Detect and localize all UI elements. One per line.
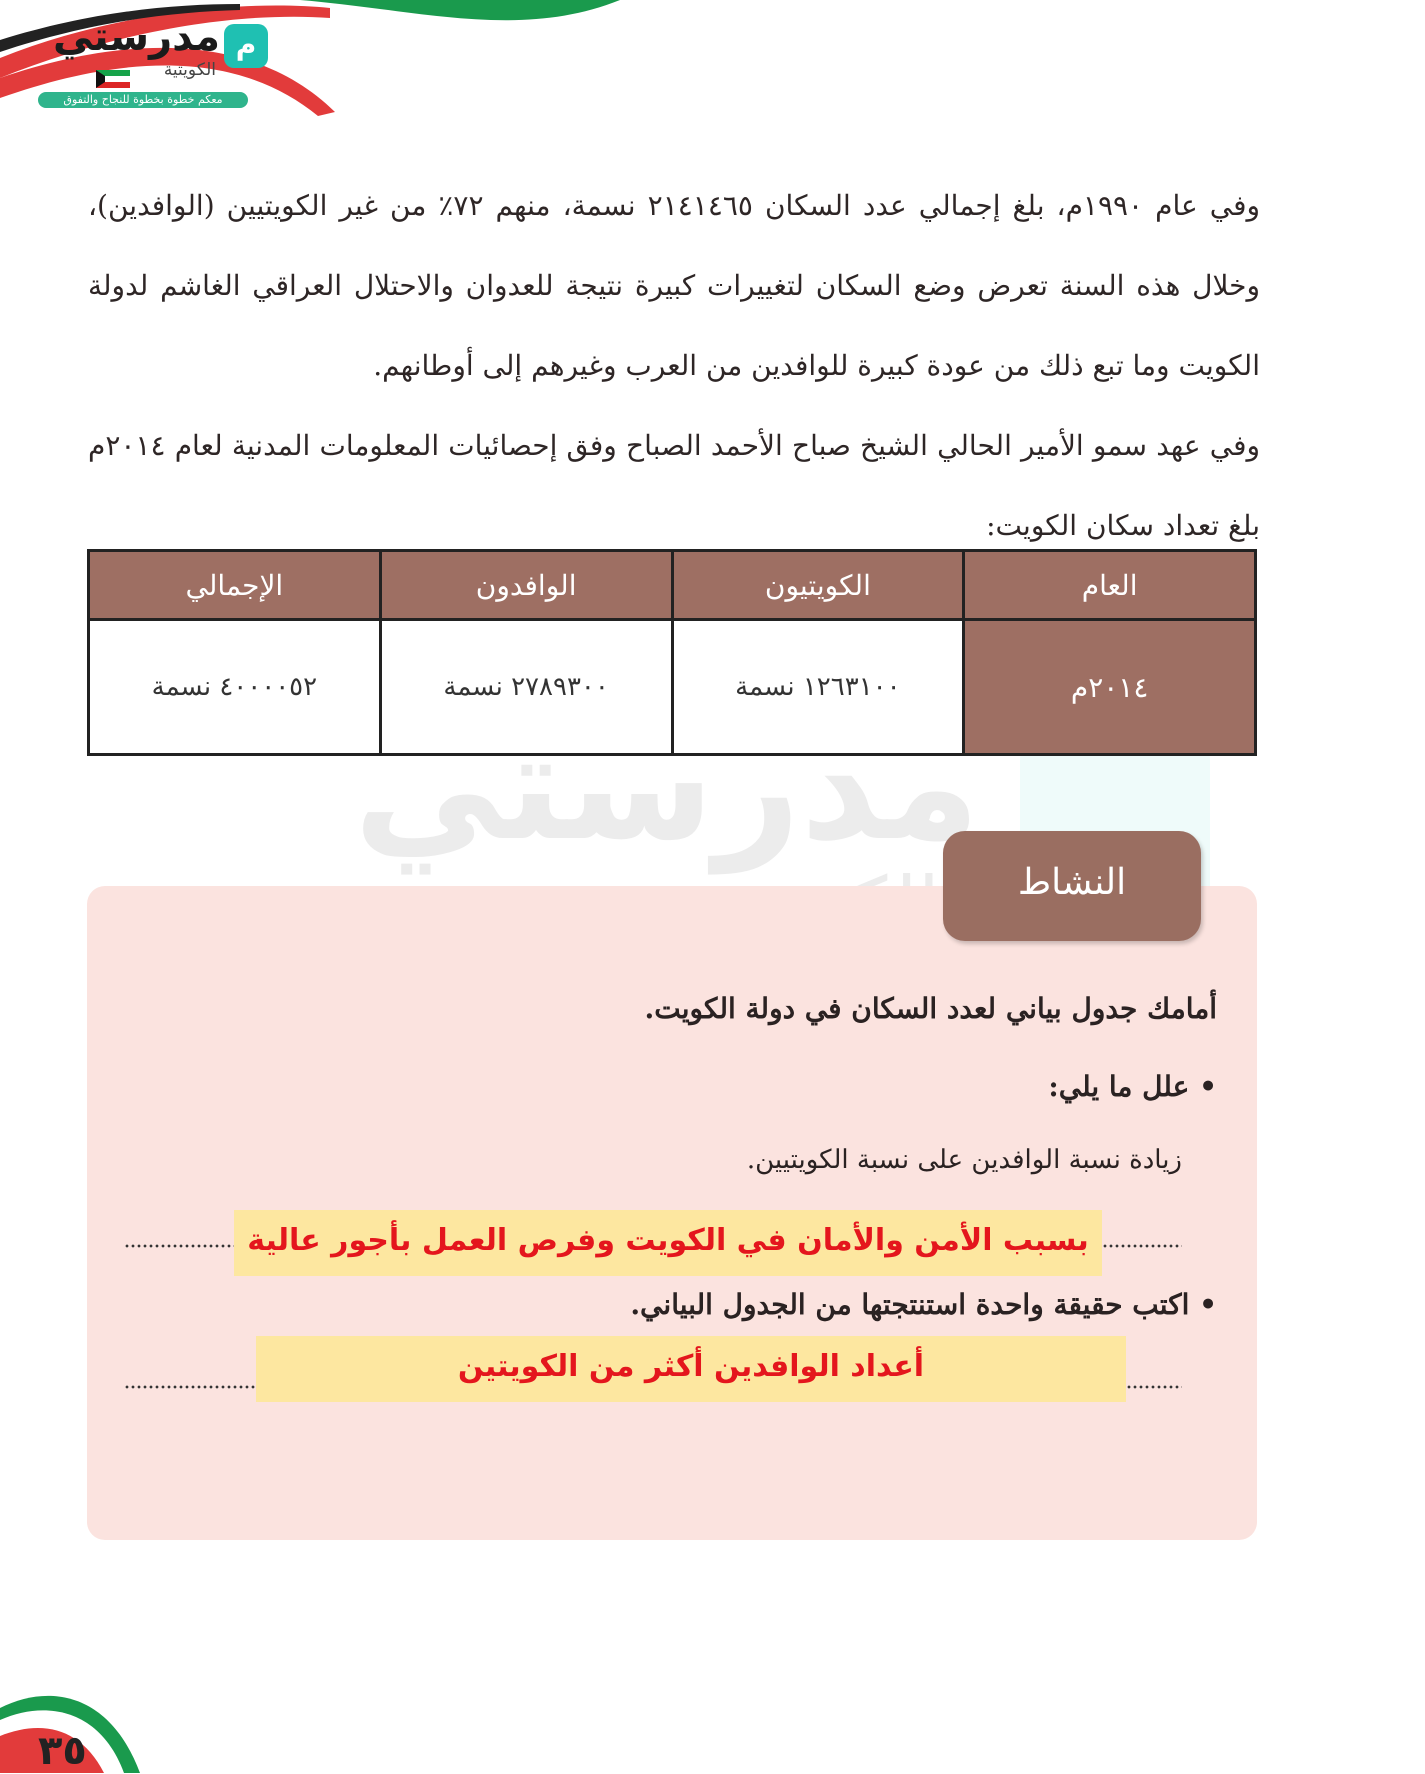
answer-line-dots (124, 1384, 256, 1390)
activity-title: النشاط (943, 831, 1201, 941)
answer-line-dots (1102, 1243, 1182, 1249)
cell-year: ٢٠١٤م (964, 620, 1256, 755)
table-row (89, 620, 1256, 755)
paragraph-1990: وفي عام ١٩٩٠م، بلغ إجمالي عدد السكان ٢١٤١٤٦٥ نسمة، منهم ٧٢٪ من غير الكويتيين (الوافدين)، وخلال هذه السنة تعرض وضع السكان لتغييرات كبيرة نتيجة للعدوان والاحتلال العراقي الغاشم لدولة الكويت وما تبع ذلك من عودة كبيرة للوافدين من العرب وغيرهم إلى أوطانهم. (88, 189, 1260, 382)
logo-mark-icon: م (224, 24, 268, 68)
kuwait-flag-icon (96, 70, 130, 88)
watermark-wordmark: مدرستي (353, 700, 980, 874)
question-explain-item: زيادة نسبة الوافدين على نسبة الكويتيين. (746, 1145, 1182, 1175)
answer-2[interactable]: أعداد الوافدين أكثر من الكويتين (256, 1336, 1126, 1402)
cell-total: ٤٠٠٠٠٥٢ نسمة (89, 620, 381, 755)
logo-subtitle: الكويتية (163, 60, 216, 80)
question-explain: • علل ما يلي: (1048, 1070, 1217, 1103)
logo-tagline: معكم خطوة بخطوة للنجاح والتفوق (38, 92, 248, 108)
logo-wordmark: مدرستي (52, 14, 220, 60)
answer-1[interactable]: بسبب الأمن والأمان في الكويت وفرص العمل بأجور عالية (234, 1210, 1102, 1276)
header-expatriates: الوافدون (380, 551, 672, 620)
cell-kuwaitis: ١٢٦٣١٠٠ نسمة (672, 620, 964, 755)
site-logo[interactable] (20, 14, 270, 106)
population-table (87, 549, 1257, 756)
header-kuwaitis: الكويتيون (672, 551, 964, 620)
answer-line-dots (1126, 1384, 1182, 1390)
header-total: الإجمالي (89, 551, 381, 620)
cell-expatriates: ٢٧٨٩٣٠٠ نسمة (380, 620, 672, 755)
question-fact: • اكتب حقيقة واحدة استنتجتها من الجدول البياني. (630, 1288, 1217, 1321)
answer-line-dots (124, 1243, 234, 1249)
page-number: ٣٥ (38, 1728, 87, 1774)
paragraph-2014: وفي عهد سمو الأمير الحالي الشيخ صباح الأحمد الصباح وفق إحصائيات المعلومات المدنية لعام ٢٠١٤م بلغ تعداد سكان الكويت: (88, 429, 1260, 542)
header-year: العام (964, 551, 1256, 620)
activity-intro: أمامك جدول بياني لعدد السكان في دولة الكويت. (644, 992, 1217, 1025)
table-header-row (89, 551, 1256, 620)
